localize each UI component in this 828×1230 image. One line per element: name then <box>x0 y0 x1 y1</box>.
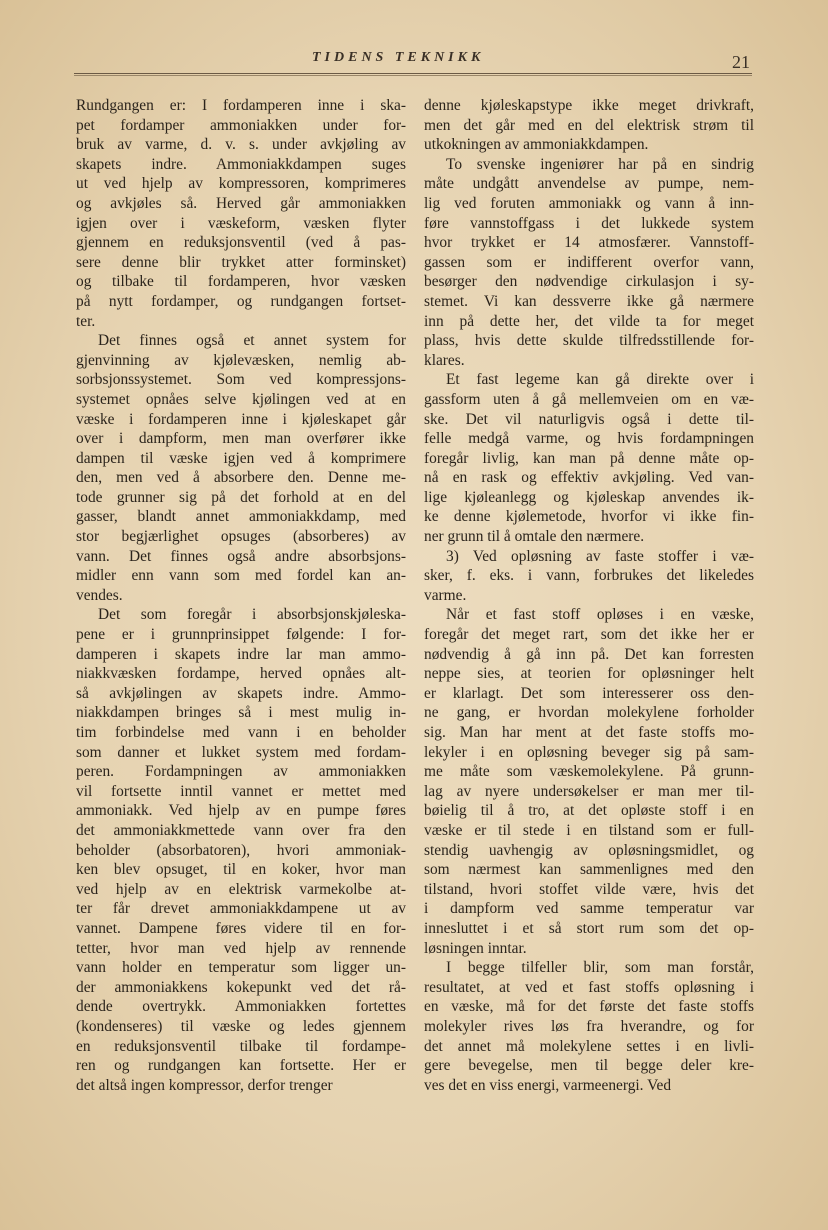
text-line: den, men ved å absorbere den. Denne me- <box>76 469 406 487</box>
text-line: som nærmest kan sammenlignes med den <box>424 861 754 879</box>
text-line: vann holder en temperatur som ligger un- <box>76 959 406 977</box>
text-line: beholder (absorbatoren), hvori ammoniak- <box>76 841 406 859</box>
text-line: sorbsjonssystemet. Som ved kompressjons- <box>76 371 406 389</box>
text-line: lig ved foruten ammoniakk og vann å inn- <box>424 194 754 212</box>
text-line: molekyler rives løs fra hverandre, og for <box>424 1017 754 1035</box>
text-line: 3) Ved opløsning av faste stoffer i væ- <box>446 547 754 565</box>
left-column <box>76 96 406 1095</box>
text-line: dende overtrykk. Ammoniakken fortettes <box>76 998 406 1016</box>
text-line: besørger den nødvendige cirkulasjon i sy- <box>424 273 754 291</box>
text-line: (kondenseres) til væske og ledes gjennem <box>76 1017 406 1035</box>
text-line: lag av nyere undersøkelser er man mer til- <box>424 782 754 800</box>
text-line: denne kjøleskapstype ikke meget drivkraft, <box>424 97 754 114</box>
text-line: det altså ingen kompressor, derfor trenger <box>76 1076 333 1094</box>
text-line: ke denne kjølemetode, hvorfor vi ikke fin- <box>424 508 754 526</box>
text-line: er klarlagt. Det som interesserer oss den- <box>424 684 754 702</box>
text-line: damperen i skapets indre lar man ammo- <box>76 645 406 663</box>
text-line: stor begjærlighet opsuges (absorberes) av <box>76 528 406 546</box>
header-rule <box>74 73 752 76</box>
text-line: ne gang, er hvordan molekylene forholder <box>424 704 754 722</box>
text-line: sker, f. eks. i vann, forbrukes det likeledes <box>424 567 754 585</box>
text-line: stendig uavhengig av opløsningsmidlet, og <box>424 841 754 859</box>
text-line: men det går med en del elektrisk strøm til <box>424 116 754 134</box>
text-line: i dampform ved samme temperatur var <box>424 900 754 918</box>
text-line: ken blev opsuget, til en koker, hvor man <box>76 861 406 879</box>
text-line: ut ved hjelp av kompressoren, komprimeres <box>76 175 406 193</box>
text-line: vil fortsette inntil vannet er mettet med <box>76 782 406 800</box>
text-line: ren og rundgangen kan fortsette. Her er <box>76 1057 406 1075</box>
text-line: ter får drevet ammoniakkdampene ut av <box>76 900 406 918</box>
text-line: innesluttet i et så stort rum som det op- <box>424 919 754 937</box>
text-line: I begge tilfeller blir, som man forstår, <box>446 959 754 977</box>
text-line: over i dampform, men man overfører ikke <box>76 430 406 448</box>
text-line: og tilbake til fordamperen, hvor væsken <box>76 273 406 291</box>
text-line: stemet. Vi kan dessverre ikke gå nærmere <box>424 292 754 310</box>
text-line: foregår livlig, kan man på denne måte op- <box>424 449 754 467</box>
text-line: en reduksjonsventil tilbake til fordampe- <box>76 1037 406 1055</box>
text-line: midler enn vann som med fordel kan an- <box>76 567 406 585</box>
text-line: Det finnes også et annet system for <box>98 332 406 350</box>
text-line: som danner et lukket system med fordam- <box>76 743 406 761</box>
text-line: Når et fast stoff opløses i en væske, <box>446 606 754 624</box>
text-line: gjennem en reduksjonsventil (ved å pas- <box>76 234 406 252</box>
text-line: ner grunn til å omtale den nærmere. <box>424 528 645 546</box>
text-line: det ammoniakkmettede vann over fra den <box>76 821 406 839</box>
text-line: skapets indre. Ammoniakkdampen suges <box>76 155 406 173</box>
text-line: hvor trykket er 14 atmosfærer. Vannstoff- <box>424 234 754 252</box>
text-line: felle medgå varme, og hvis fordampningen <box>424 430 754 448</box>
text-line: niakkvæsken fordampe, herved opnåes alt- <box>76 665 406 683</box>
text-line: væske er til stede i en tilstand som er full- <box>424 821 754 839</box>
text-line: utkokningen av ammoniakkdampen. <box>424 136 649 154</box>
journal-title: TIDENS TEKNIKK <box>312 50 485 65</box>
text-line: løsningen inntar. <box>424 939 527 957</box>
text-line: vendes. <box>76 586 123 604</box>
text-line: plass, hvis dette skulde tilfredsstillende for- <box>424 332 754 350</box>
text-line: nå en rask og effektiv avkjøling. Ved van- <box>424 469 754 487</box>
text-line: To svenske ingeniører har på en sindrig <box>446 155 754 173</box>
text-line: ter. <box>76 312 96 330</box>
text-line: lekyler i en opløsning beveger sig på sam- <box>424 743 754 761</box>
text-line: gassform uten å gå mellemveien om en væ- <box>424 390 754 408</box>
text-line: varme. <box>424 586 467 604</box>
text-line: resultatet, at ved et fast stoffs opløsning i <box>424 978 754 996</box>
text-line: Det som foregår i absorbsjonskjøleska- <box>98 606 406 624</box>
text-line: klares. <box>424 351 465 369</box>
text-line: tim forbindelse med vann i en beholder <box>76 724 406 741</box>
text-line: væske i fordamperen inne i kjøleskapet går <box>76 410 406 428</box>
text-line: det annet må molekylene settes i en livli- <box>424 1037 754 1055</box>
text-line: ammoniakk. Ved hjelp av en pumpe føres <box>76 802 406 820</box>
text-line: inn på dette her, det vilde ta for meget <box>424 312 754 330</box>
text-line: pet fordamper ammoniakken under for- <box>76 116 406 134</box>
text-line: dampen til væske igjen ved å komprimere <box>76 449 406 467</box>
right-column <box>424 96 754 1095</box>
text-line: Et fast legeme kan gå direkte over i <box>446 371 754 389</box>
text-line: og avkjøles så. Herved går ammoniakken <box>76 194 406 212</box>
text-line: neppe sies, at teorien for opløsninger helt <box>424 665 754 683</box>
text-line: tetter, hvor man ved hjelp av rennende <box>76 939 406 957</box>
text-line: vann. Det finnes også andre absorbsjons- <box>76 547 406 565</box>
text-line: på nytt fordamper, og rundgangen fortset- <box>76 292 406 310</box>
text-line: bøielig til å tro, at det opløste stoff i en <box>424 802 754 820</box>
text-line: gassen som er indifferent overfor vann, <box>424 253 754 271</box>
text-line: ske. Det vil naturligvis også i dette til- <box>424 410 754 428</box>
text-line: gere bevegelse, men til begge deler kre- <box>424 1057 754 1075</box>
text-line: me måte som væskemolekylene. På grunn- <box>424 763 754 781</box>
text-line: gjenvinning av kjølevæsken, nemlig ab- <box>76 351 406 369</box>
text-line: sig. Man har ment at det faste stoffs mo- <box>424 724 754 741</box>
text-line: måte undgått anvendelse av pumpe, nem- <box>424 175 754 193</box>
text-line: føre vannstoffgass i det lukkede system <box>424 214 754 232</box>
text-line: ves det en viss energi, varmeenergi. Ved <box>424 1076 672 1094</box>
text-line: ved hjelp av en elektrisk varmekolbe at- <box>76 880 406 898</box>
text-line: så avkjølingen av skapets indre. Ammo- <box>76 684 406 702</box>
text-line: gasser, blandt annet ammoniakkdamp, med <box>76 508 406 526</box>
text-line: lige kjøleanlegg og kjøleskap anvendes ik- <box>424 488 754 506</box>
text-line: Rundgangen er: I fordamperen inne i ska- <box>76 97 406 114</box>
text-line: nødvendig å gå inn på. Det kan forresten <box>424 645 754 663</box>
text-line: bruk av varme, d. v. s. under avkjøling av <box>76 136 406 154</box>
page-number: 21 <box>732 52 750 72</box>
text-line: tilstand, hvori stoffet vilde være, hvis det <box>424 880 754 898</box>
text-line: igjen over i væskeform, væsken flyter <box>76 214 406 232</box>
text-line: en væske, må for det første det faste stoffs <box>424 998 754 1016</box>
text-line: niakkdampen bringes så i mest mulig in- <box>76 704 406 722</box>
text-line: der ammoniakkens kokepunkt ved det rå- <box>76 978 406 996</box>
text-line: peren. Fordampningen av ammoniakken <box>76 763 406 781</box>
text-line: pene er i grunnprinsippet følgende: I for- <box>76 626 406 644</box>
text-line: vannet. Dampene føres videre til en for- <box>76 919 406 937</box>
text-line: tode grunner sig på det forhold at en del <box>76 488 406 506</box>
text-line: sere denne blir trykket atter forminsket) <box>76 253 406 271</box>
text-line: systemet opnåes selve kjølingen ved at en <box>76 390 406 408</box>
text-line: foregår det meget rart, som det ikke her er <box>424 626 754 644</box>
